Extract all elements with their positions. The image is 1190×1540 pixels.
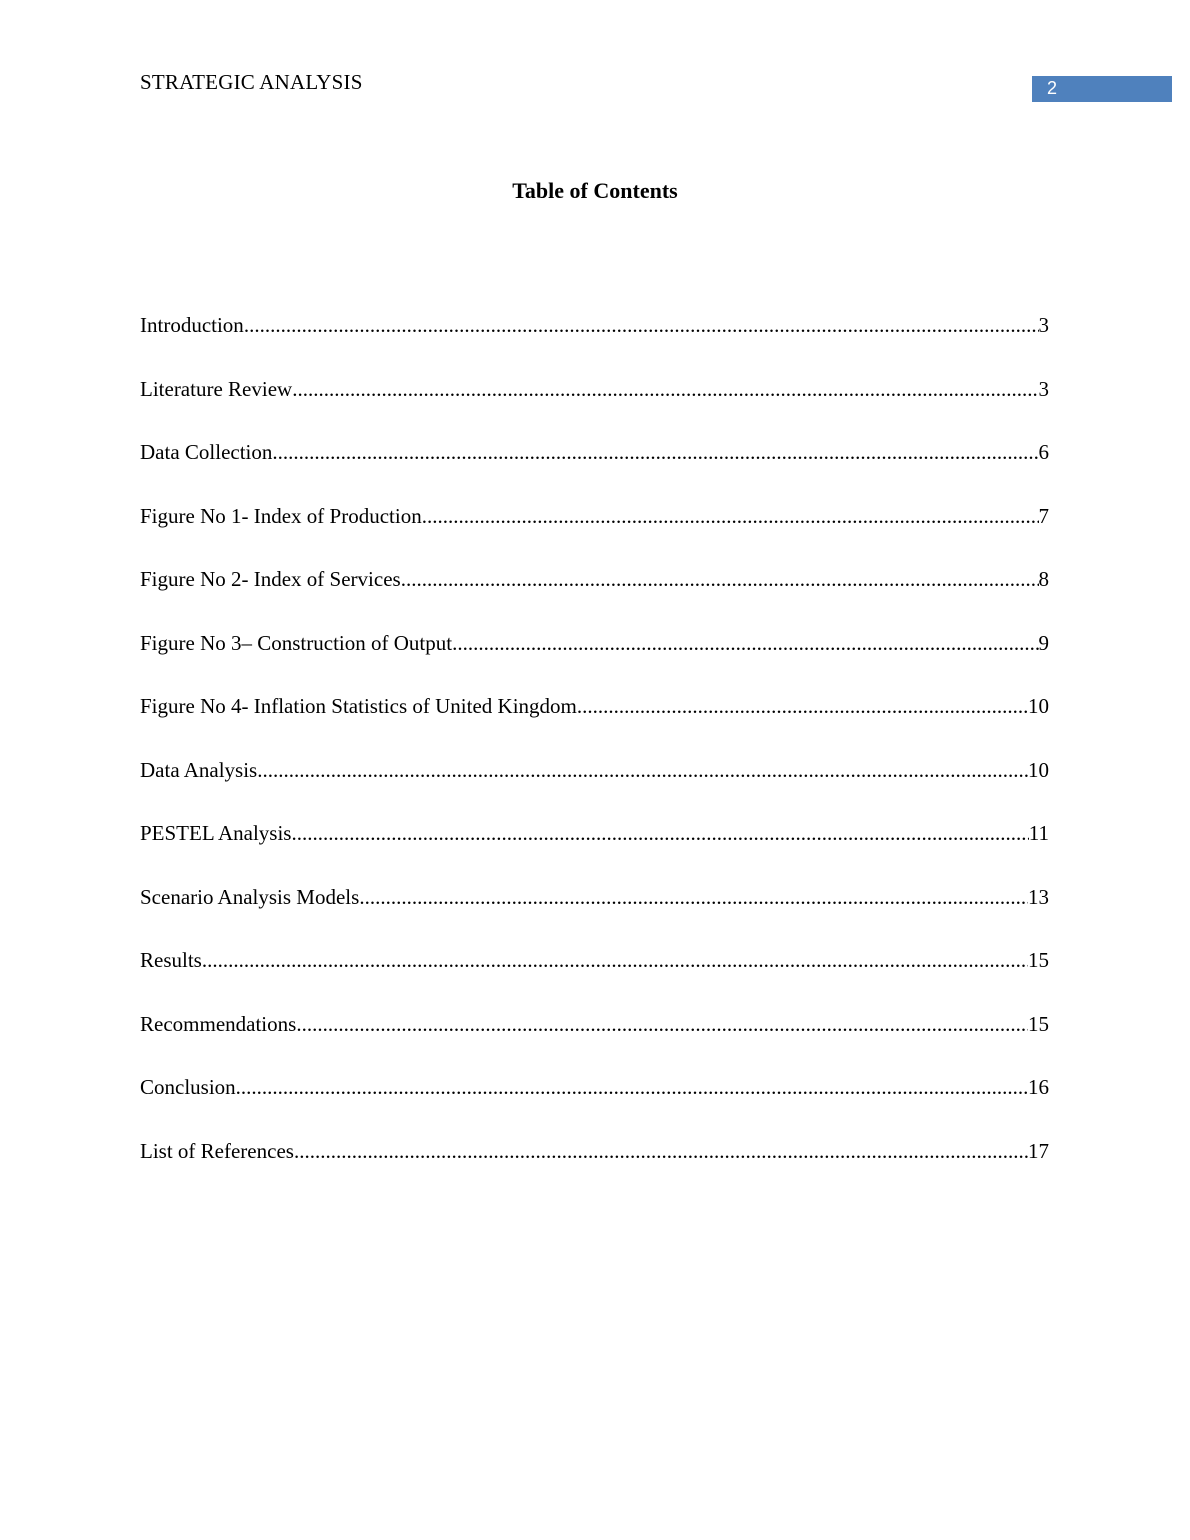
page-number: 2 (1047, 78, 1058, 98)
toc-dot-leader (292, 377, 1038, 402)
toc-entry-list-of-references[interactable] (140, 1139, 1049, 1203)
toc-entry-data-collection[interactable] (140, 440, 1049, 504)
page-number-badge (1032, 76, 1172, 102)
toc-dot-leader (577, 694, 1028, 719)
toc-entry-label: Data Collection (140, 440, 273, 464)
toc-entry-page: 7 (1038, 503, 1049, 528)
toc-entry-page: 3 (1038, 313, 1049, 337)
toc-entry-figure-4[interactable] (140, 694, 1049, 758)
toc-entry-label: Literature Review (140, 376, 293, 401)
toc-entry-label: Figure No 1- Index of Production (140, 503, 422, 528)
toc-entry-label: Figure No 2- Index of Services (140, 567, 401, 591)
toc-entry-pestel-analysis[interactable] (140, 821, 1049, 885)
toc-entry-page: 17 (1028, 1138, 1049, 1163)
toc-entry-label: Recommendations (140, 1011, 297, 1036)
toc-entry-page: 10 (1028, 694, 1049, 718)
running-head: STRATEGIC ANALYSIS (140, 70, 363, 94)
toc-entry-figure-2[interactable] (140, 567, 1049, 631)
toc-entry-label: Scenario Analysis Models (140, 884, 360, 909)
toc-entry-page: 8 (1038, 567, 1049, 591)
toc-entry-page: 11 (1028, 821, 1049, 845)
toc-dot-leader (296, 1012, 1028, 1037)
toc-entry-page: 9 (1038, 630, 1049, 655)
toc-entry-page: 6 (1038, 440, 1049, 464)
toc-entry-label: Conclusion (140, 1075, 236, 1099)
toc-entry-figure-3[interactable] (140, 631, 1049, 695)
toc-entry-label: List of References (140, 1138, 294, 1163)
toc-entry-figure-1[interactable] (140, 504, 1049, 568)
toc-dot-leader (294, 1139, 1028, 1164)
toc-entry-introduction[interactable] (140, 313, 1049, 377)
toc-entry-page: 10 (1028, 757, 1049, 782)
toc-entry-label: PESTEL Analysis (140, 821, 292, 845)
toc-dot-leader (359, 885, 1028, 910)
toc-entry-label: Introduction (140, 313, 244, 337)
toc-dot-leader (291, 821, 1028, 846)
toc-list (140, 313, 1049, 1202)
toc-entry-label: Figure No 3– Construction of Output (140, 630, 453, 655)
toc-dot-leader (422, 504, 1039, 529)
toc-entry-page: 16 (1028, 1075, 1049, 1099)
toc-entry-conclusion[interactable] (140, 1075, 1049, 1139)
toc-entry-results[interactable] (140, 948, 1049, 1012)
toc-entry-page: 3 (1038, 376, 1049, 401)
toc-entry-scenario-analysis[interactable] (140, 885, 1049, 949)
toc-dot-leader (236, 1075, 1028, 1100)
toc-entry-page: 15 (1028, 948, 1049, 972)
toc-dot-leader (202, 948, 1028, 973)
toc-entry-literature-review[interactable] (140, 377, 1049, 441)
toc-entry-label: Results (140, 948, 202, 972)
toc-entry-label: Data Analysis (140, 757, 258, 782)
toc-dot-leader (272, 440, 1038, 465)
toc-entry-page: 15 (1028, 1011, 1049, 1036)
toc-dot-leader (244, 313, 1039, 338)
toc-entry-recommendations[interactable] (140, 1012, 1049, 1076)
toc-dot-leader (257, 758, 1028, 783)
toc-entry-data-analysis[interactable] (140, 758, 1049, 822)
toc-dot-leader (452, 631, 1038, 656)
toc-title: Table of Contents (512, 178, 678, 203)
toc-dot-leader (401, 567, 1039, 592)
toc-entry-page: 13 (1028, 884, 1049, 909)
toc-entry-label: Figure No 4- Inflation Statistics of United Kingdom (140, 694, 577, 718)
